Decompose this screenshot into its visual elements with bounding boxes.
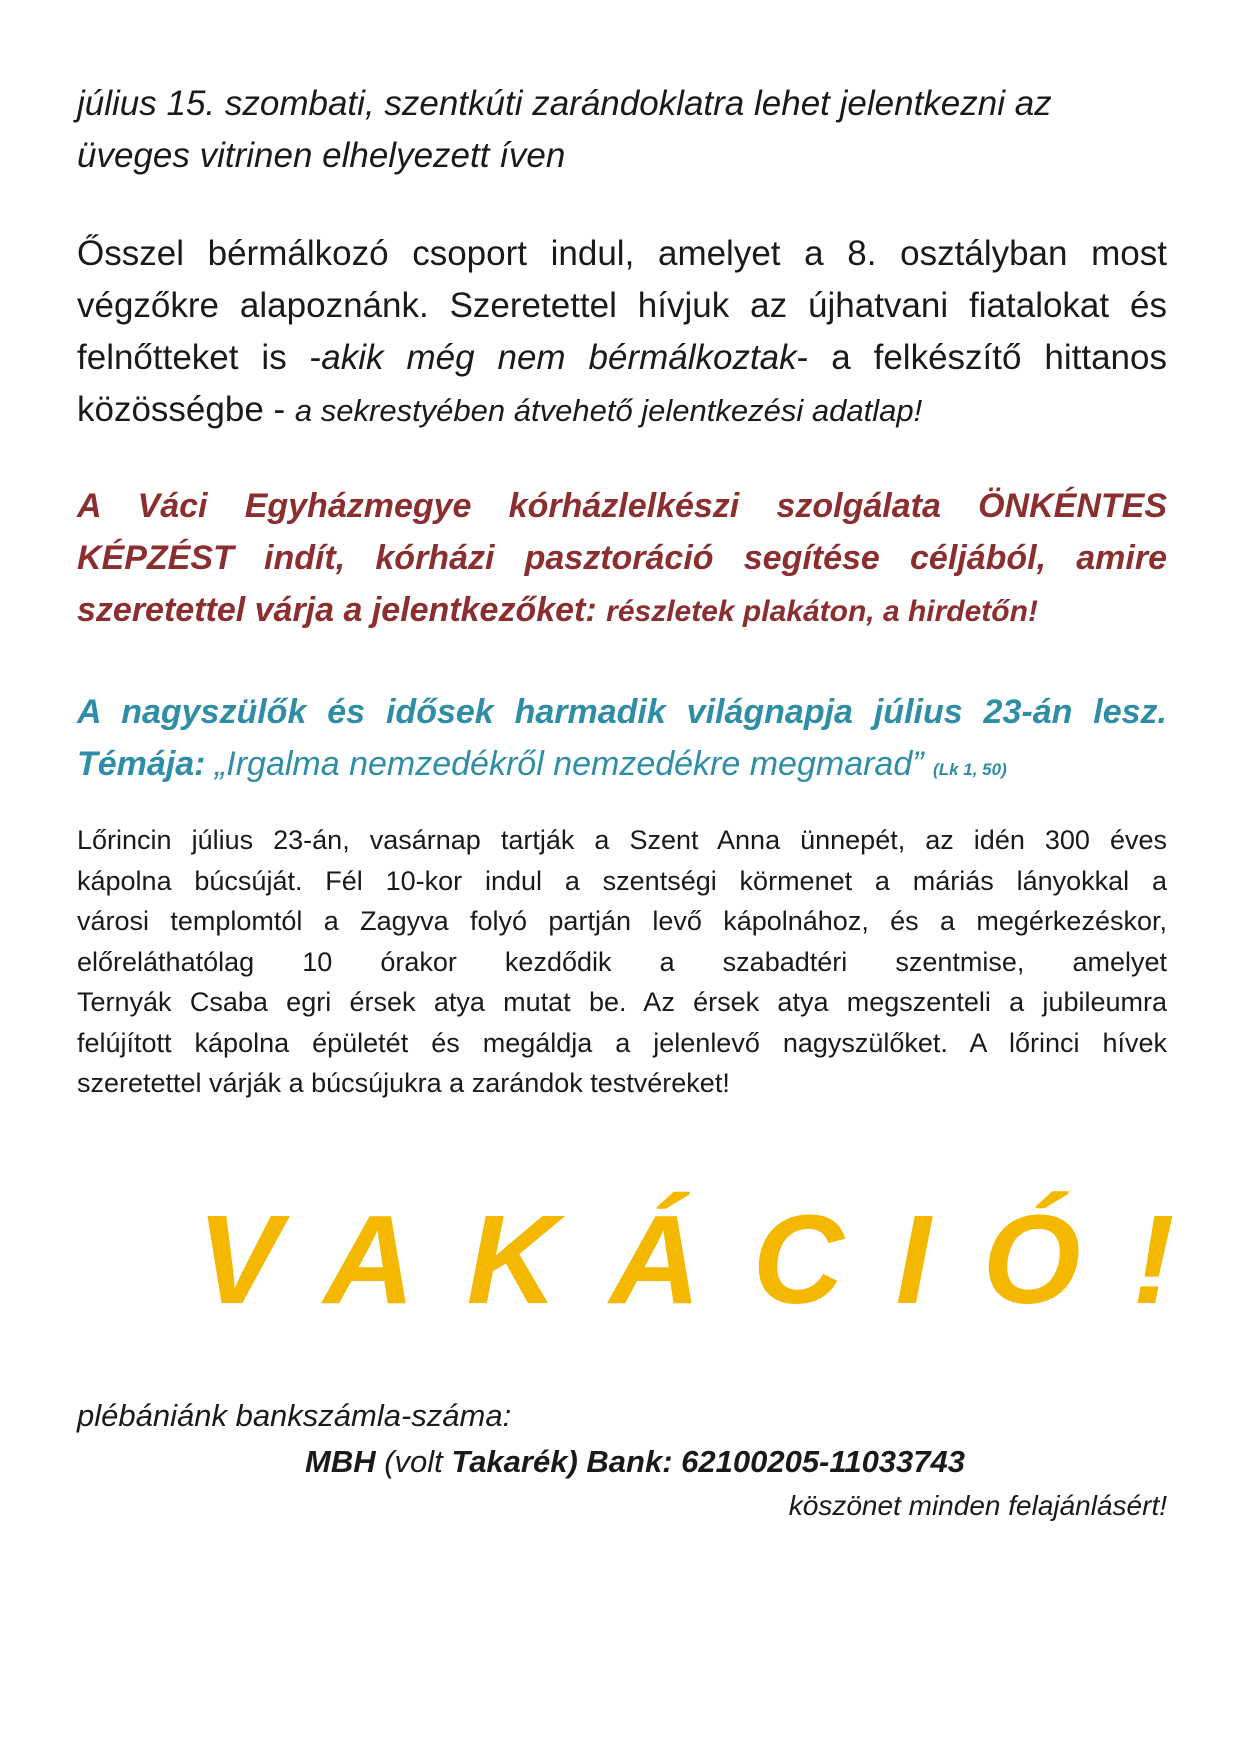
feast-line: felújított kápolna épületét és megáldja a jelenlevő nagyszülőket. A lőrinci hívek: [77, 1027, 1167, 1058]
vacation-heading: VAKÁCIÓ!: [197, 1189, 1227, 1330]
feast-line: kápolna búcsúját. Fél 10-kor indul a szentségi körmenet a máriás lányokkal a: [77, 865, 1167, 896]
pilgrimage-line-1: július 15. szombati, szentkúti zarándoklatra lehet jelentkezni az: [77, 84, 1052, 123]
confirmation-line-4: közösségbe - a sekrestyében átvehető jelentkezési adatlap!: [77, 390, 923, 429]
pilgrimage-notice: [77, 78, 1167, 182]
volunteer-line-3: szeretettel várja a jelentkezőket: részletek plakáton, a hirdetőn!: [77, 591, 1038, 629]
volunteer-line-2: KÉPZÉST indít, kórházi pasztoráció segítése céljából, amire: [77, 539, 1167, 577]
feast-line: Lőrincin július 23-án, vasárnap tartják a Szent Anna ünnepét, az idén 300 éves: [77, 825, 1167, 855]
volunteer-training-notice: [77, 480, 1167, 638]
confirmation-line-3: felnőtteket is -akik még nem bérmálkoztak- a felkészítő hittanos: [77, 338, 1167, 377]
feast-line: előreláthatólag 10 órakor kezdődik a szabadtéri szentmise, amelyet: [77, 946, 1167, 977]
confirmation-line-2: végzőkre alapoznánk. Szeretettel hívjuk az újhatvani fiatalokat és: [77, 286, 1167, 325]
grandparents-line-1: A nagyszülők és idősek harmadik világnapja július 23-án lesz.: [77, 693, 1167, 731]
confirmation-line-1: Ősszel bérmálkozó csoport indul, amelyet a 8. osztályban most: [77, 234, 1167, 273]
lorinci-feast-notice: [77, 820, 1167, 1104]
bank-account-label: plébániánk bankszámla-száma:: [77, 1398, 512, 1433]
confirmation-notice: [77, 228, 1167, 437]
volunteer-line-1: A Váci Egyházmegye kórházlelkészi szolgálata ÖNKÉNTES: [77, 487, 1167, 525]
thanks-note: köszönet minden felajánlásért!: [788, 1490, 1167, 1521]
bank-account-details: MBH (volt Takarék) Bank: 62100205-11033743: [305, 1444, 966, 1479]
feast-line: városi templomtól a Zagyva folyó partján levő kápolnához, és a megérkezéskor,: [77, 906, 1167, 936]
pilgrimage-line-2: üveges vitrinen elhelyezett íven: [77, 136, 566, 175]
grandparents-day-notice: [77, 686, 1167, 796]
grandparents-line-2: Témája: „Irgalma nemzedékről nemzedékre megmarad” (Lk 1, 50): [77, 745, 1007, 783]
feast-line: szeretettel várják a búcsújukra a zarándok testvéreket!: [77, 1068, 730, 1098]
feast-line: Ternyák Csaba egri érsek atya mutat be. Az érsek atya megszenteli a jubileumra: [77, 987, 1167, 1017]
